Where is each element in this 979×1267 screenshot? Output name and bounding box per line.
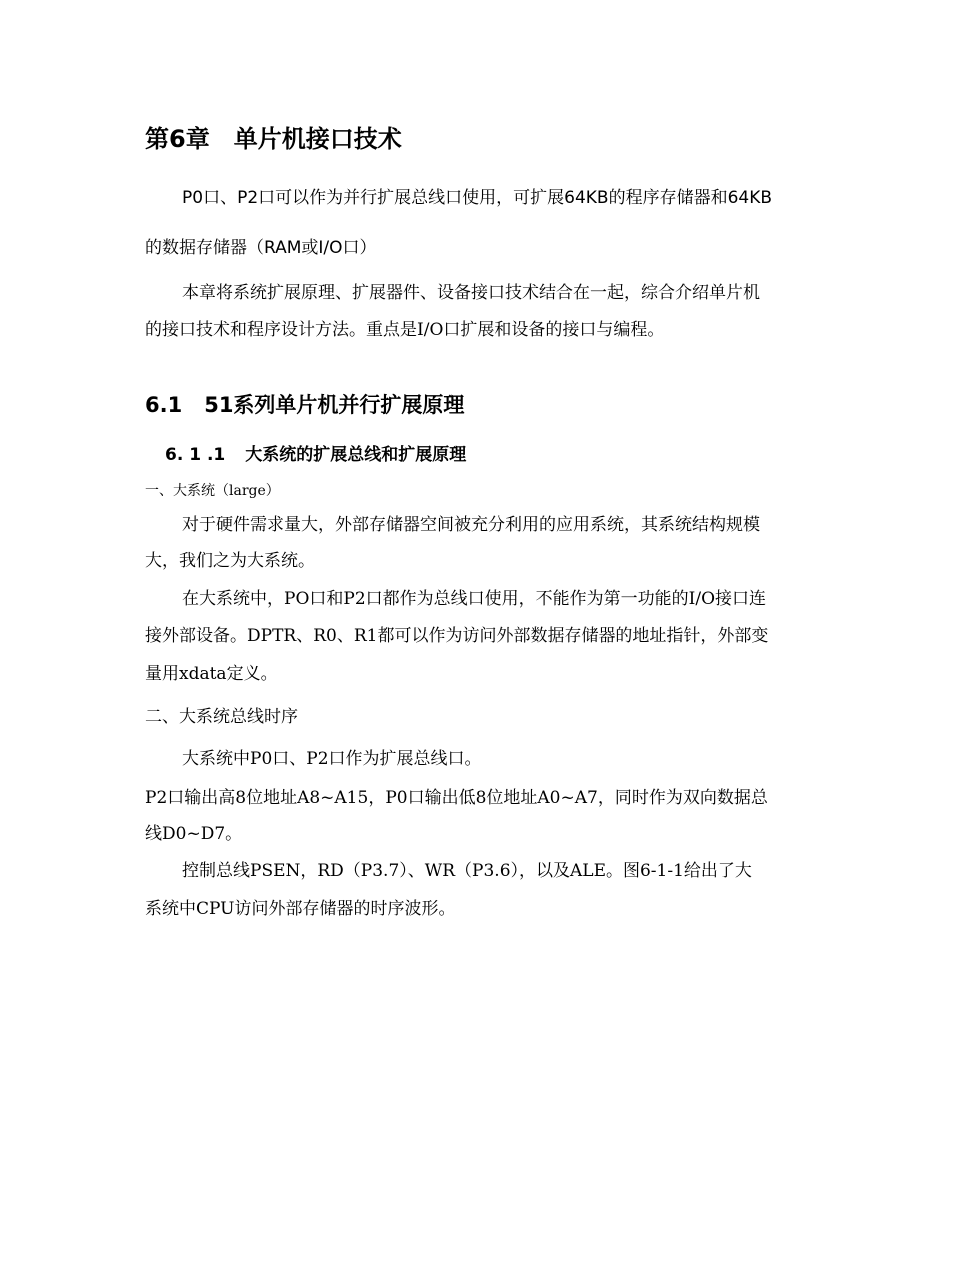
item2-para2-line-1: P2口输出高8位地址A8~A15，P0口输出低8位地址A0~A7，同时作为双向数据总 — [145, 788, 768, 808]
section-number: 6.1 — [145, 393, 183, 417]
item1-heading: 一、大系统（large） — [145, 483, 280, 499]
item1-para2-line-2: 接外部设备。DPTR、R0、R1都可以作为访问外部数据存储器的地址指针，外部变 — [145, 626, 769, 646]
item1-para1-line-2: 大，我们之为大系统。 — [145, 551, 315, 571]
subsection-title: 大系统的扩展总线和扩展原理 — [245, 445, 467, 465]
item2-para2-line-2: 线D0~D7。 — [145, 824, 243, 844]
item1-para2-line-3: 量用xdata定义。 — [145, 664, 278, 684]
chapter-title: 单片机接口技术 — [233, 125, 402, 153]
item1-para1-line-1: 对于硬件需求量大，外部存储器空间被充分利用的应用系统，其系统结构规模 — [182, 515, 760, 535]
summary-line-1: 本章将系统扩展原理、扩展器件、设备接口技术结合在一起，综合介绍单片机 — [182, 283, 760, 303]
item1-para2-line-1: 在大系统中，PO口和P2口都作为总线口使用，不能作为第一功能的I/O接口连 — [182, 589, 767, 609]
section-title: 51系列单片机并行扩展原理 — [204, 393, 465, 417]
intro-line-2: 的数据存储器（RAM或I/O口） — [145, 238, 377, 258]
chapter-heading — [145, 122, 840, 156]
item2-para3-line-1: 控制总线PSEN，RD（P3.7）、WR（P3.6），以及ALE。图6-1-1给出了大 — [182, 861, 752, 881]
item2-heading: 二、大系统总线时序 — [145, 707, 298, 727]
subsection-heading — [165, 442, 860, 468]
section-heading — [145, 390, 840, 420]
summary-line-2: 的接口技术和程序设计方法。重点是I/O口扩展和设备的接口与编程。 — [145, 320, 665, 340]
chapter-number: 第6章 — [145, 125, 210, 153]
subsection-number: 6. 1 .1 — [165, 445, 226, 465]
item2-para1: 大系统中P0口、P2口作为扩展总线口。 — [182, 749, 482, 769]
item2-para3-line-2: 系统中CPU访问外部存储器的时序波形。 — [145, 899, 456, 919]
intro-line-1: P0口、P2口可以作为并行扩展总线口使用，可扩展64KB的程序存储器和64KB — [182, 188, 773, 208]
